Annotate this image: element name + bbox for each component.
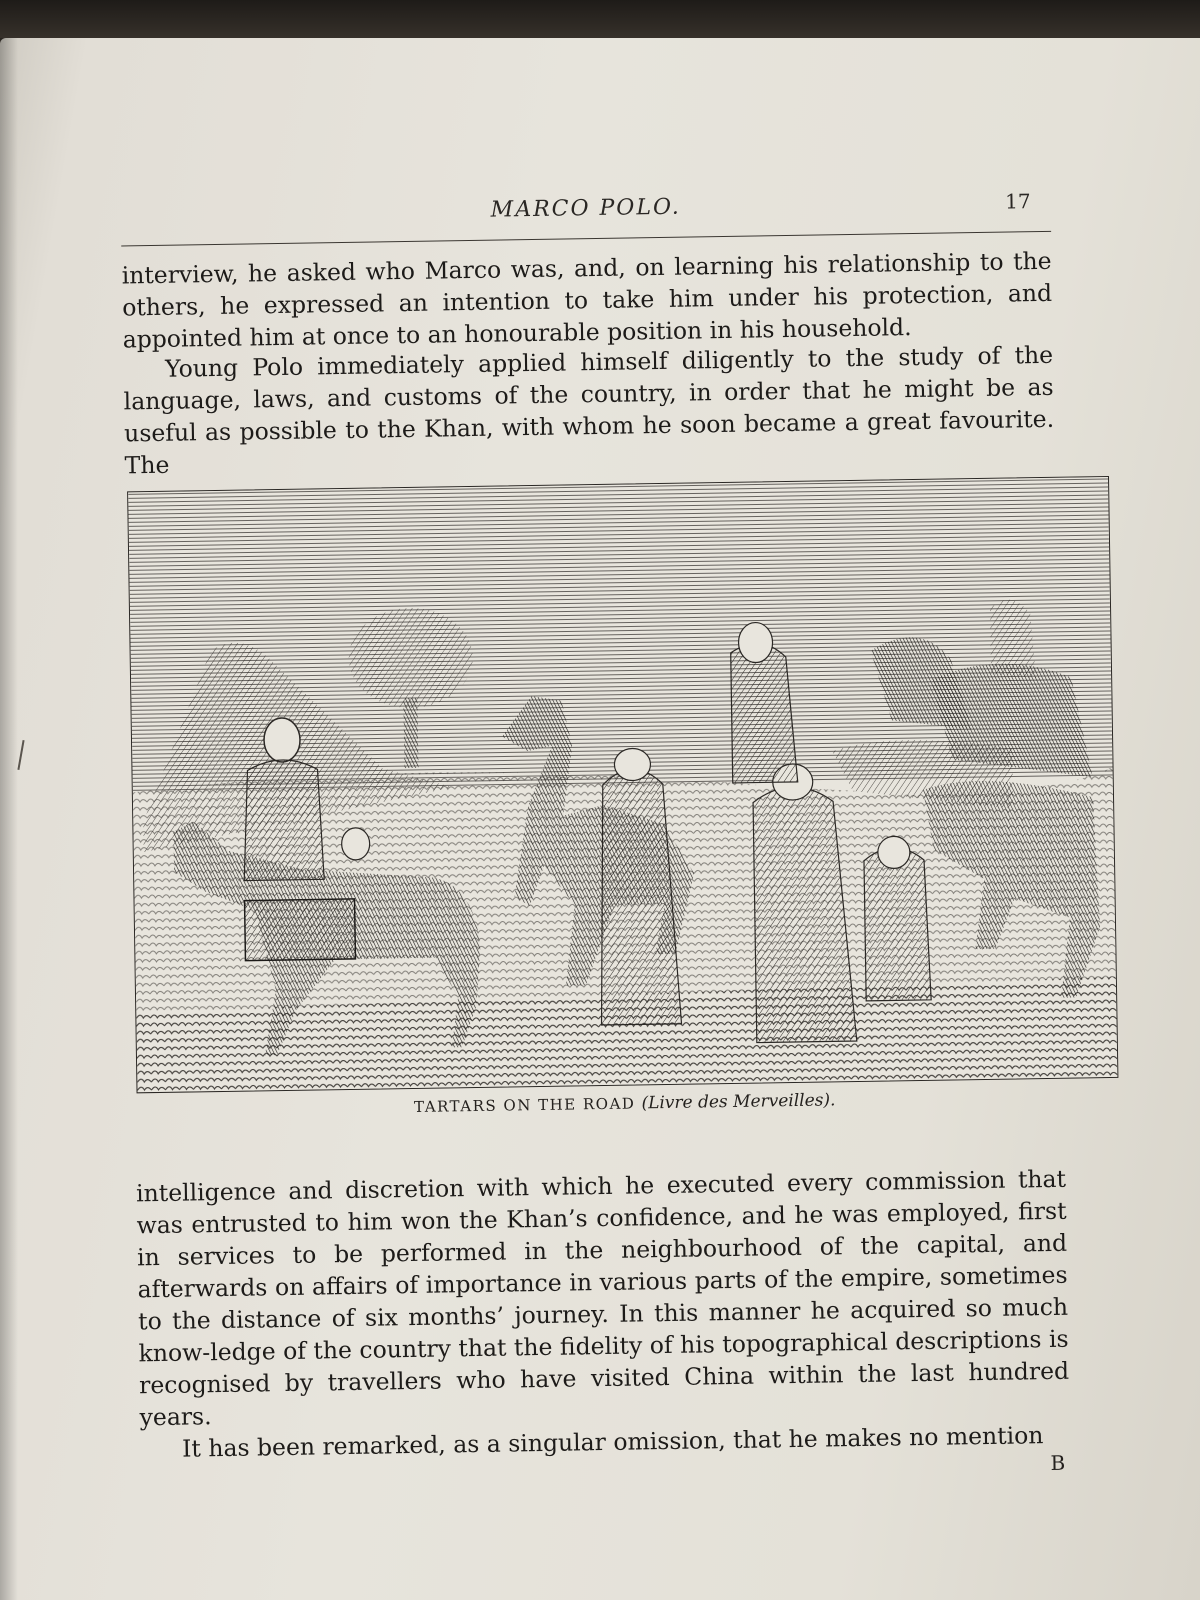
paragraph-3 bbox=[136, 1163, 1070, 1434]
engraving-illustration bbox=[128, 477, 1117, 1092]
page-number: 17 bbox=[1005, 189, 1031, 214]
paragraph-2-text: Young Polo immediately applied himself diligently to the study of the language, laws, and customs of the country, in order that he might be as useful as possible to the Khan, with whom he soon became a great favourite. The bbox=[123, 340, 1055, 480]
signature-mark: B bbox=[1050, 1450, 1066, 1476]
running-title: MARCO POLO. bbox=[490, 194, 681, 223]
paragraph-1 bbox=[121, 245, 1052, 356]
figure-caption bbox=[135, 1086, 1115, 1121]
caption-source: (Livre des Merveilles). bbox=[641, 1090, 836, 1114]
caption-title: TARTARS ON THE ROAD bbox=[413, 1094, 636, 1116]
running-head bbox=[121, 189, 1051, 238]
figure-illustration bbox=[127, 476, 1118, 1093]
paragraph-3-text: intelligence and discretion with which he executed every commission that was entrusted to him won the Khan’s confidence, and he was employed, first in services to be performed in the neighbourhood of the capital, and afterwards on affairs of importance in various parts of the empire, sometimes to the distance of six months’ journey. In this manner he acquired so much know-ledge of the country that the fidelity of his topographical descriptions is recognised by travellers who have visited China within the last hundred years. bbox=[135, 1164, 1070, 1432]
paragraph-4-text: It has been remarked, as a singular omission, that he makes no mention bbox=[181, 1421, 1044, 1463]
paragraph-1-text: interview, he asked who Marco was, and, on learning his relationship to the others, he expressed an intention to take him under his protection, and appointed him at once to an honourable position in his household. bbox=[121, 246, 1053, 354]
paragraph-2 bbox=[123, 339, 1055, 482]
